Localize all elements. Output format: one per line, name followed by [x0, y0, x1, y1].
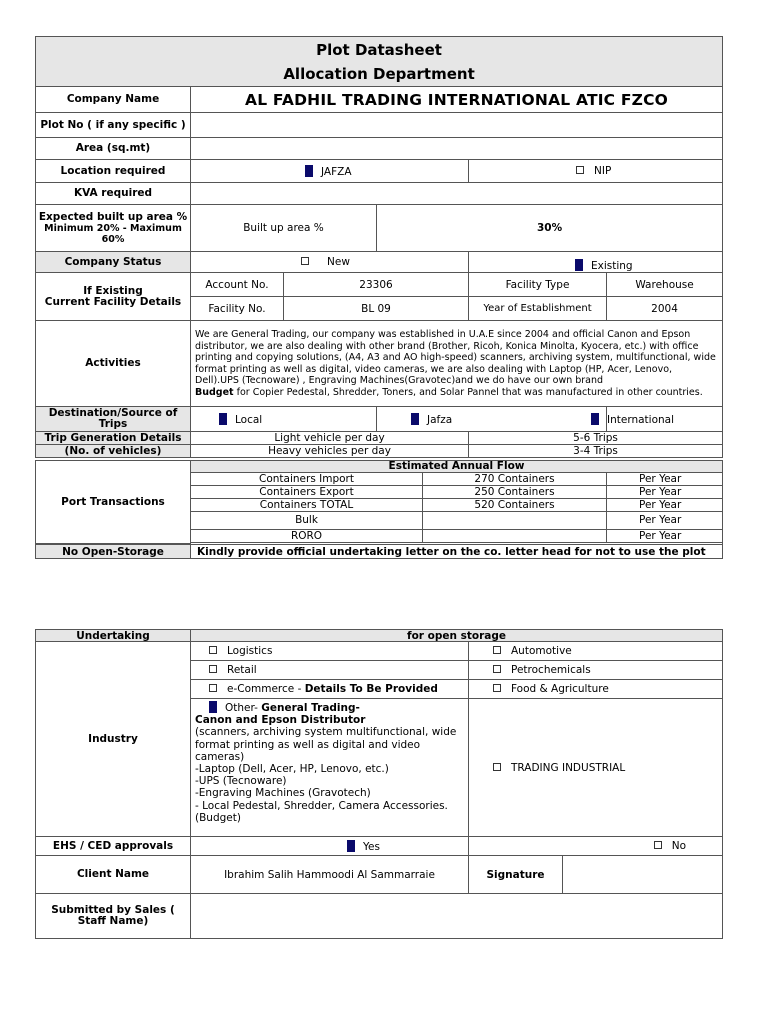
checked-checkbox-icon: [411, 413, 419, 425]
industry-option-automotive[interactable]: [469, 642, 723, 661]
location-option-jafza[interactable]: [191, 160, 469, 183]
port-row-value[interactable]: 520 Containers: [423, 499, 607, 512]
unchecked-checkbox-icon: [209, 646, 217, 654]
builtup-label: [36, 205, 191, 252]
light-vehicle-label: Light vehicle per day: [191, 432, 469, 445]
existing-label: Existing: [591, 260, 633, 272]
status-option-existing[interactable]: [469, 252, 723, 273]
kva-field[interactable]: [191, 183, 723, 205]
location-option-nip[interactable]: [469, 160, 723, 183]
undertaking-table: [35, 629, 723, 939]
client-name-label: Client Name: [36, 856, 191, 894]
port-row-value[interactable]: [423, 512, 607, 530]
other-bold2: Canon and Epson Distributor: [195, 714, 366, 727]
port-row-value[interactable]: 270 Containers: [423, 473, 607, 486]
port-row-unit: Per Year: [607, 530, 723, 543]
signature-label: Signature: [469, 856, 563, 894]
heavy-vehicle-label: Heavy vehicles per day: [191, 445, 469, 458]
submitted-by-label: Submitted by Sales ( Staff Name): [36, 894, 191, 939]
facility-details-label: [36, 273, 191, 321]
no-label: No: [671, 840, 687, 852]
port-row-name: Containers TOTAL: [191, 499, 423, 512]
plot-datasheet-table: [35, 36, 723, 458]
logistics-label: Logistics: [227, 645, 273, 657]
activities-text[interactable]: [191, 321, 723, 407]
builtup-field-label: Built up area %: [191, 205, 377, 252]
checked-checkbox-icon: [209, 701, 217, 713]
location-label: Location required: [36, 160, 191, 183]
builtup-label-line1: Expected built up area %: [38, 210, 188, 223]
retail-label: Retail: [227, 664, 257, 676]
signature-field[interactable]: [563, 856, 723, 894]
port-row-name: Containers Export: [191, 486, 423, 499]
submitted-by-field[interactable]: [191, 894, 723, 939]
account-no-label: Account No.: [191, 273, 284, 297]
unchecked-checkbox-icon: [493, 763, 501, 771]
light-vehicle-value[interactable]: 5-6 Trips: [469, 432, 723, 445]
checked-checkbox-icon: [305, 165, 313, 177]
client-name-value[interactable]: Ibrahim Salih Hammoodi Al Sammarraie: [191, 856, 469, 894]
industry-option-ecommerce[interactable]: [191, 680, 469, 699]
port-row-unit: Per Year: [607, 473, 723, 486]
heavy-vehicle-value[interactable]: 3-4 Trips: [469, 445, 723, 458]
yes-label: Yes: [363, 840, 380, 853]
other-bold1: General Trading-: [261, 702, 360, 714]
annual-flow-header: Estimated Annual Flow: [191, 461, 723, 473]
kva-label: KVA required: [36, 183, 191, 205]
facility-label-line1: If Existing: [83, 284, 143, 297]
other-detail-line: -Laptop (Dell, Acer, HP, Lenovo, etc.): [195, 763, 389, 776]
industry-option-retail[interactable]: [191, 661, 469, 680]
undertaking-text: for open storage: [191, 630, 723, 642]
unchecked-checkbox-icon: [301, 257, 309, 265]
activities-description: We are General Trading, our company was established in U.A.E since 2004 and official Canon and Epson distributor, we are also dealing with other brand (Brother, Ricoh, Konica Minolta, Kyocera, etc.) with office printing and copying solutions, (A4, A3 and AO high-speed) scanners, archiving system, multifunctional, wide format printing as well as digital, video cameras, we are also dealing with Laptop (HP, Acer, Lenovo, Dell).UPS (Tecnoware) , Engraving Machines(Gravotec)and we do have our own brand: [195, 329, 716, 386]
company-name-label: Company Name: [36, 87, 191, 113]
no-open-storage-label: No Open-Storage: [36, 545, 191, 559]
industry-option-logistics[interactable]: [191, 642, 469, 661]
port-row-name: RORO: [191, 530, 423, 543]
jafza-label: JAFZA: [321, 165, 352, 178]
company-status-label: Company Status: [36, 252, 191, 273]
other-line: [195, 701, 462, 714]
activities-budget-text: for Copier Pedestal, Shredder, Toners, and Solar Pannel that was manufactured in other countries.: [233, 386, 703, 398]
other-prefix: Other-: [225, 702, 262, 714]
vehicles-count-label: (No. of vehicles): [36, 445, 191, 458]
new-label: New: [327, 256, 350, 268]
local-label: Local: [235, 413, 263, 426]
industry-option-trading-industrial[interactable]: [469, 699, 723, 837]
checked-checkbox-icon: [347, 840, 355, 852]
ehs-option-yes[interactable]: [191, 837, 469, 856]
company-name-value[interactable]: AL FADHIL TRADING INTERNATIONAL ATIC FZCO: [191, 87, 723, 113]
builtup-label-line2: Minimum 20% - Maximum 60%: [44, 222, 182, 245]
ehs-label: EHS / CED approvals: [36, 837, 191, 856]
port-transactions-table: [35, 460, 723, 544]
year-established-label: Year of Establishment: [469, 297, 607, 321]
status-option-new[interactable]: [191, 252, 469, 273]
port-row-name: Bulk: [191, 512, 423, 530]
industry-option-petrochemicals[interactable]: [469, 661, 723, 680]
international-wrap: [591, 413, 674, 426]
destination-option-international[interactable]: [607, 407, 723, 432]
unchecked-checkbox-icon: [493, 646, 501, 654]
industry-option-food[interactable]: [469, 680, 723, 699]
food-label: Food & Agriculture: [511, 683, 609, 695]
ecommerce-label: e-Commerce -: [227, 683, 305, 695]
facility-label-line2: Current Facility Details: [44, 295, 182, 308]
open-storage-note: Kindly provide official undertaking letter on the co. letter head for not to use the plot: [191, 545, 723, 559]
facility-type-value[interactable]: Warehouse: [607, 273, 723, 297]
unchecked-checkbox-icon: [654, 841, 662, 849]
destination-label: Destination/Source of Trips: [36, 407, 191, 432]
nip-label: NIP: [594, 165, 612, 177]
open-storage-table: [35, 544, 723, 559]
area-field[interactable]: [191, 138, 723, 160]
checked-checkbox-icon: [591, 413, 599, 425]
other-detail-line: -UPS (Tecnoware): [195, 775, 287, 788]
unchecked-checkbox-icon: [209, 684, 217, 692]
ecommerce-details: Details To Be Provided: [304, 683, 438, 695]
facility-type-label: Facility Type: [469, 273, 607, 297]
area-label: Area (sq.mt): [36, 138, 191, 160]
destination-option-local[interactable]: [191, 407, 377, 432]
ehs-option-no[interactable]: [469, 837, 723, 856]
plot-no-field[interactable]: [191, 113, 723, 138]
facility-no-label: Facility No.: [191, 297, 284, 321]
destination-jafza-label: Jafza: [427, 413, 453, 426]
activities-budget-bold: Budget: [195, 386, 234, 398]
other-detail-line: - Local Pedestal, Shredder, Camera Accessories. (Budget): [195, 799, 448, 824]
checked-checkbox-icon: [575, 259, 583, 271]
port-row-value[interactable]: 250 Containers: [423, 486, 607, 499]
trip-generation-label: Trip Generation Details: [36, 432, 191, 445]
destination-option-jafza[interactable]: [377, 407, 607, 432]
unchecked-checkbox-icon: [493, 665, 501, 673]
sheet-header: [36, 37, 723, 87]
petrochemicals-label: Petrochemicals: [511, 664, 591, 676]
undertaking-label: Undertaking: [36, 630, 191, 642]
facility-no-value[interactable]: BL 09: [284, 297, 469, 321]
unchecked-checkbox-icon: [493, 684, 501, 692]
international-label: International: [607, 414, 675, 426]
account-no-value[interactable]: 23306: [284, 273, 469, 297]
port-row-unit: Per Year: [607, 486, 723, 499]
automotive-label: Automotive: [511, 645, 572, 657]
trading-industrial-label: TRADING INDUSTRIAL: [511, 761, 626, 774]
plot-no-label: Plot No ( if any specific ): [36, 113, 191, 138]
unchecked-checkbox-icon: [209, 665, 217, 673]
port-row-unit: Per Year: [607, 512, 723, 530]
builtup-value[interactable]: 30%: [377, 205, 723, 252]
other-detail-line: (scanners, archiving system multifunctional, wide format printing as well as digital and video cameras): [195, 726, 457, 763]
sheet-subtitle: Allocation Department: [283, 64, 475, 83]
port-row-name: Containers Import: [191, 473, 423, 486]
port-transactions-label: Port Transactions: [36, 461, 191, 544]
year-established-value[interactable]: 2004: [607, 297, 723, 321]
checked-checkbox-icon: [219, 413, 227, 425]
unchecked-checkbox-icon: [576, 166, 584, 174]
industry-option-other[interactable]: [191, 699, 469, 837]
activities-label: Activities: [36, 321, 191, 407]
industry-label: Industry: [36, 642, 191, 837]
port-row-unit: Per Year: [607, 499, 723, 512]
sheet-title: Plot Datasheet: [316, 40, 442, 59]
port-row-value[interactable]: [423, 530, 607, 543]
other-detail-line: -Engraving Machines (Gravotech): [195, 787, 371, 800]
